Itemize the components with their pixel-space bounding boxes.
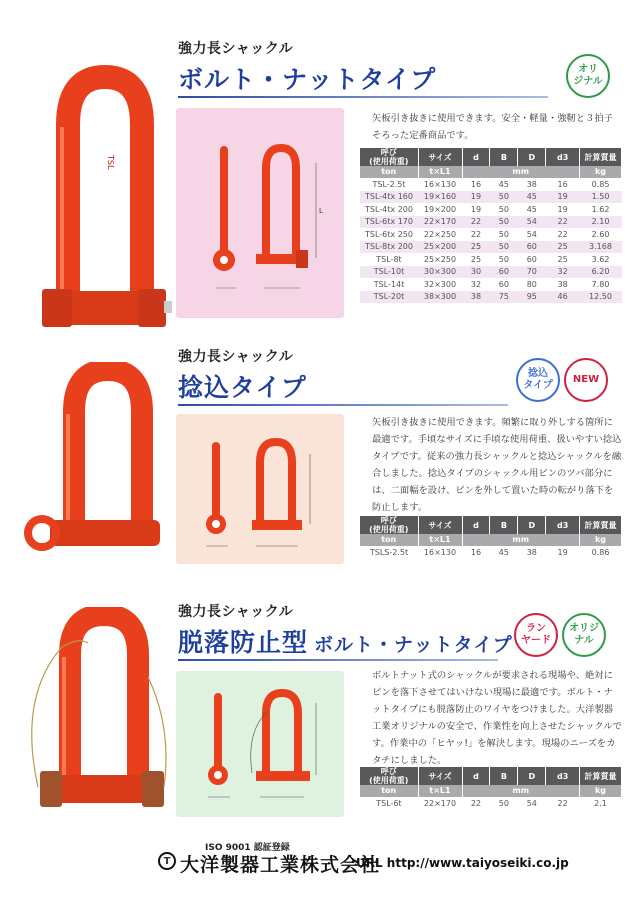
- table-cell: 16: [462, 546, 490, 559]
- spec-table-1-body: [360, 178, 622, 303]
- table-cell: TSL-8t: [360, 253, 418, 266]
- table-cell: 7.80: [580, 278, 622, 291]
- unit-size: t×L1: [418, 534, 462, 546]
- table-row: [360, 228, 622, 241]
- section2-subtitle: 強力長シャックル: [178, 349, 294, 365]
- col-header-dd: D: [518, 516, 546, 534]
- logo-mark-icon: T: [158, 852, 176, 870]
- col-header-d3: d3: [546, 148, 580, 166]
- table-cell: 22×170: [418, 216, 462, 229]
- table-cell: 60: [490, 266, 518, 279]
- col-header-b: B: [490, 767, 518, 785]
- table-cell: 16×130: [418, 178, 462, 191]
- table-cell: 45: [490, 546, 518, 559]
- col-header-d: d: [462, 148, 490, 166]
- table-cell: 2.60: [580, 228, 622, 241]
- col-header-d3: d3: [546, 767, 580, 785]
- section3-description: ボルトナット式のシャックルが要求される現場や、絶対にピンを落下させてはいけない現場に最適です。ボルト・ナットタイプにも脱落防止のワイヤをつけました。大洋製器工業オリジナルの安全で、作業性を向上させたシャックルです。作業中の「ヒヤッ!」を解決します。現場のニーズをカタチにしました。: [372, 670, 622, 766]
- table-row: [360, 216, 622, 229]
- col-header-dd: D: [518, 148, 546, 166]
- section3-title-underline: [178, 659, 498, 661]
- table-cell: 12.50: [580, 291, 622, 304]
- table-cell: 0.86: [580, 546, 622, 559]
- table-cell: 22: [462, 797, 490, 810]
- table-row: [360, 278, 622, 291]
- table-cell: 0.85: [580, 178, 622, 191]
- table-cell: 38: [518, 546, 546, 559]
- table-cell: 22: [546, 228, 580, 241]
- table-cell: 50: [490, 797, 518, 810]
- table-cell: 50: [490, 228, 518, 241]
- table-cell: TSL-10t: [360, 266, 418, 279]
- col-header-d: d: [462, 516, 490, 534]
- table-row: [360, 203, 622, 216]
- table-cell: 3.168: [580, 241, 622, 254]
- table-cell: 38: [546, 278, 580, 291]
- table-cell: 38: [462, 291, 490, 304]
- section2-description: 矢板引き抜きに使用できます。頻繁に取り外しする箇所に最適です。手頃なサイズに手頃な使用荷重、扱いやすい捻込タイプです。従来の強力長シャックルと捻込シャックルを融合しました。捻込タイプのシャックル用ピンのツバ部分には、二面幅を設け、ピンを外して置いた時の転がり落下を防止します。: [372, 417, 622, 513]
- section2-title-underline: [178, 404, 508, 406]
- table-cell: 32: [546, 266, 580, 279]
- table-cell: 16×130: [418, 546, 462, 559]
- table-cell: 60: [490, 278, 518, 291]
- company-name: 大洋製器工業株式会社: [180, 854, 381, 876]
- table-cell: 22: [546, 216, 580, 229]
- unit-mm: mm: [462, 785, 580, 797]
- table-cell: 54: [518, 797, 546, 810]
- col-header-size: サイズ: [418, 767, 462, 785]
- shackle-photo-bolt-nut: [28, 65, 178, 345]
- shackle-photo-screw: [22, 362, 172, 572]
- col-header-d3: d3: [546, 516, 580, 534]
- table-cell: 46: [546, 291, 580, 304]
- diagram-box-1: [176, 108, 344, 318]
- table-cell: 22×250: [418, 228, 462, 241]
- table-cell: 30×300: [418, 266, 462, 279]
- diagram-box-2: [176, 414, 344, 564]
- table-cell: 25: [546, 241, 580, 254]
- col-header-b: B: [490, 516, 518, 534]
- table-cell: 30: [462, 266, 490, 279]
- section1-subtitle: 強力長シャックル: [178, 41, 294, 57]
- table-cell: 70: [518, 266, 546, 279]
- table-cell: 25: [462, 241, 490, 254]
- spec-table-2-body: [360, 546, 622, 559]
- table-cell: 38×300: [418, 291, 462, 304]
- table-row: [360, 191, 622, 204]
- table-cell: 50: [490, 191, 518, 204]
- badge-lanyard: ラン ヤード: [514, 613, 558, 657]
- unit-ton: ton: [360, 166, 418, 178]
- table-cell: 19: [546, 203, 580, 216]
- table-row: [360, 253, 622, 266]
- spec-table-2: [360, 516, 622, 559]
- table-cell: 50: [490, 241, 518, 254]
- iso-certification: ISO 9001 認証登録: [205, 843, 290, 853]
- section3-title-sub: ボルト・ナットタイプ: [314, 634, 513, 656]
- table-cell: 19: [546, 546, 580, 559]
- section-bolt-nut-type: [0, 30, 640, 330]
- table-cell: 6.20: [580, 266, 622, 279]
- unit-mm: mm: [462, 166, 580, 178]
- badge-original: オリ ジナル: [566, 54, 610, 98]
- svg-text:L: L: [319, 207, 323, 215]
- table-cell: TSLS-2.5t: [360, 546, 418, 559]
- table-cell: 38: [518, 178, 546, 191]
- badge-original: オリジ ナル: [562, 613, 606, 657]
- table-cell: 19×200: [418, 203, 462, 216]
- section-drop-prevention: [0, 595, 640, 835]
- table-cell: 50: [490, 216, 518, 229]
- table-cell: TSL-6tx 170: [360, 216, 418, 229]
- table-cell: TSL-6tx 250: [360, 228, 418, 241]
- section3-title-main: 脱落防止型: [178, 628, 309, 657]
- table-cell: 80: [518, 278, 546, 291]
- table-cell: TSL-4tx 160: [360, 191, 418, 204]
- table-cell: 95: [518, 291, 546, 304]
- spec-table-3: [360, 767, 622, 810]
- table-row: [360, 546, 622, 559]
- shackle-diagram-2: [176, 414, 344, 564]
- col-header-b: B: [490, 148, 518, 166]
- col-header-designation: 呼び (使用荷重): [360, 148, 418, 166]
- section-screw-type: [0, 340, 640, 590]
- section3-subtitle: 強力長シャックル: [178, 604, 294, 620]
- spec-table-3-body: [360, 797, 622, 810]
- col-header-mass: 計算質量: [580, 148, 622, 166]
- section1-description: 矢板引き抜きに使用できます。安全・軽量・強靭と３拍子そろった定番商品です。: [372, 113, 613, 141]
- table-row: [360, 291, 622, 304]
- table-cell: 19: [546, 191, 580, 204]
- table-cell: 54: [518, 216, 546, 229]
- unit-size: t×L1: [418, 785, 462, 797]
- table-cell: 22: [546, 797, 580, 810]
- table-cell: 16: [546, 178, 580, 191]
- table-cell: TSL-14t: [360, 278, 418, 291]
- table-cell: 2.10: [580, 216, 622, 229]
- spec-table-1: [360, 148, 622, 304]
- table-cell: 45: [490, 178, 518, 191]
- table-cell: 45: [518, 191, 546, 204]
- table-cell: TSL-8tx 200: [360, 241, 418, 254]
- table-cell: 45: [518, 203, 546, 216]
- table-cell: 25: [546, 253, 580, 266]
- table-cell: 75: [490, 291, 518, 304]
- section3-title: [178, 623, 513, 659]
- table-cell: TSL-20t: [360, 291, 418, 304]
- shackle-diagram-1: [176, 108, 344, 318]
- table-cell: 60: [518, 241, 546, 254]
- table-row: [360, 241, 622, 254]
- col-header-dd: D: [518, 767, 546, 785]
- table-cell: 22: [462, 228, 490, 241]
- table-row: [360, 797, 622, 810]
- badge-screw-type: 捻込 タイプ: [516, 358, 560, 402]
- unit-kg: kg: [580, 166, 622, 178]
- unit-ton: ton: [360, 534, 418, 546]
- table-cell: 60: [518, 253, 546, 266]
- table-cell: 2.1: [580, 797, 622, 810]
- table-cell: 54: [518, 228, 546, 241]
- unit-size: t×L1: [418, 166, 462, 178]
- table-cell: 16: [462, 178, 490, 191]
- table-cell: 50: [490, 253, 518, 266]
- table-cell: 25×250: [418, 253, 462, 266]
- section2-title: 捻込タイプ: [178, 373, 307, 402]
- col-header-mass: 計算質量: [580, 516, 622, 534]
- table-cell: 1.62: [580, 203, 622, 216]
- col-header-mass: 計算質量: [580, 767, 622, 785]
- diagram-box-3: [176, 671, 344, 817]
- col-header-d: d: [462, 767, 490, 785]
- unit-kg: kg: [580, 534, 622, 546]
- table-cell: TSL-6t: [360, 797, 418, 810]
- shackle-diagram-3: [176, 671, 344, 817]
- col-header-size: サイズ: [418, 516, 462, 534]
- company-url-link[interactable]: URL http://www.taiyoseiki.co.jp: [356, 856, 569, 870]
- col-header-designation: 呼び (使用荷重): [360, 767, 418, 785]
- table-row: [360, 266, 622, 279]
- table-cell: 25×200: [418, 241, 462, 254]
- col-header-size: サイズ: [418, 148, 462, 166]
- table-cell: 19: [462, 191, 490, 204]
- unit-kg: kg: [580, 785, 622, 797]
- shackle-photo-lanyard: [18, 607, 174, 827]
- table-cell: 3.62: [580, 253, 622, 266]
- table-cell: 19×160: [418, 191, 462, 204]
- table-cell: 32×300: [418, 278, 462, 291]
- col-header-designation: 呼び (使用荷重): [360, 516, 418, 534]
- table-cell: TSL-4tx 200: [360, 203, 418, 216]
- svg-text:TSL: TSL: [106, 155, 115, 170]
- table-cell: 25: [462, 253, 490, 266]
- section1-title-underline: [178, 96, 548, 98]
- table-cell: 22×170: [418, 797, 462, 810]
- unit-mm: mm: [462, 534, 580, 546]
- section1-title: ボルト・ナットタイプ: [178, 65, 437, 94]
- table-cell: 32: [462, 278, 490, 291]
- table-cell: TSL-2.5t: [360, 178, 418, 191]
- table-cell: 50: [490, 203, 518, 216]
- table-cell: 22: [462, 216, 490, 229]
- table-cell: 19: [462, 203, 490, 216]
- table-row: [360, 178, 622, 191]
- unit-ton: ton: [360, 785, 418, 797]
- badge-new: NEW: [564, 358, 608, 402]
- table-cell: 1.50: [580, 191, 622, 204]
